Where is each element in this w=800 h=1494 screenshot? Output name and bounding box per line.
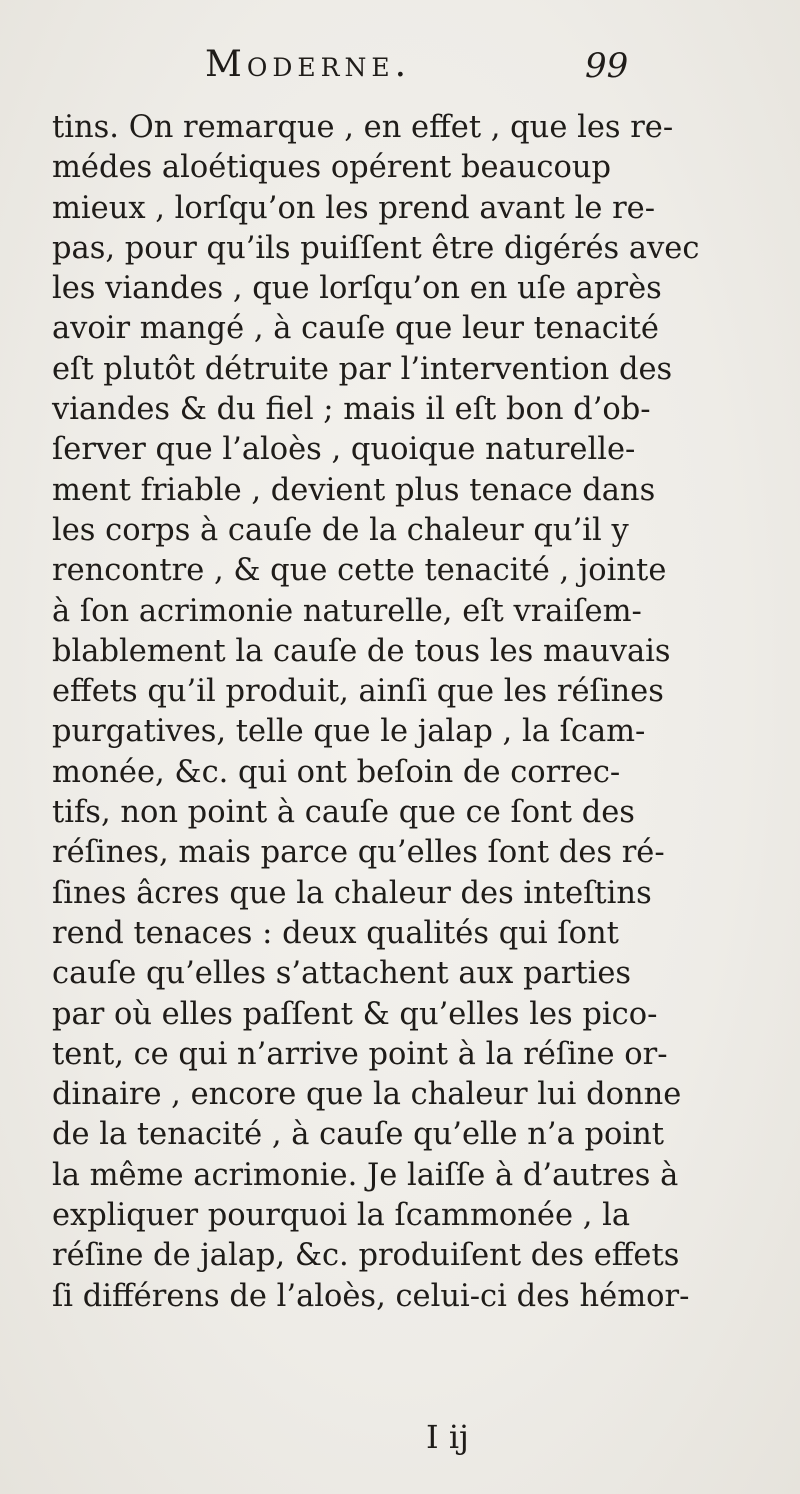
page-number: 99	[585, 46, 629, 86]
text-line: réſine de jalap, &c. produiſent des effets	[52, 1238, 680, 1274]
text-line: rend tenaces : deux qualités qui ſont	[52, 915, 619, 951]
text-line: par où elles paſſent & qu’elles les pico-	[52, 996, 658, 1032]
text-line: les viandes , que lorſqu’on en uſe après	[52, 271, 662, 307]
text-line: avoir mangé , à cauſe que leur tenacité	[52, 311, 659, 347]
text-line: tent, ce qui n’arrive point à la réſine or-	[52, 1036, 668, 1072]
text-line: tifs, non point à cauſe que ce ſont des	[52, 795, 635, 831]
text-line: eſt plutôt détruite par l’intervention des	[52, 351, 673, 387]
text-line: ment friable , devient plus tenace dans	[52, 472, 656, 508]
text-line: pas, pour qu’ils puiſſent être digérés avec	[52, 230, 700, 266]
body-text	[52, 108, 772, 1317]
text-line: la même acrimonie. Je laiſſe à d’autres à	[52, 1157, 679, 1193]
text-line: ſi différens de l’aloès, celui-ci des hémor-	[52, 1278, 690, 1314]
text-line: mieux , lorſqu’on les prend avant le re-	[52, 190, 656, 226]
signature-mark: I ij	[426, 1418, 469, 1456]
text-line: médes aloétiques opérent beaucoup	[52, 150, 611, 186]
text-line: expliquer pourquoi la ſcammonée , la	[52, 1198, 631, 1234]
text-line: les corps à cauſe de la chaleur qu’il y	[52, 512, 629, 548]
text-line: purgatives, telle que le jalap , la ſcam-	[52, 714, 646, 750]
page-header	[205, 44, 665, 94]
text-line: tins. On remarque , en effet , que les re-	[52, 110, 674, 145]
running-head: Moderne.	[205, 44, 412, 85]
text-line: réſines, mais parce qu’elles ſont des ré-	[52, 835, 665, 871]
text-line: blablement la cauſe de tous les mauvais	[52, 633, 671, 669]
text-line: dinaire , encore que la chaleur lui donne	[52, 1077, 682, 1113]
text-line: à ſon acrimonie naturelle, eſt vraiſem-	[52, 593, 642, 629]
text-line: effets qu’il produit, ainſi que les réſines	[52, 674, 664, 710]
text-line: de la tenacité , à cauſe qu’elle n’a point	[52, 1117, 665, 1153]
text-line: ſines âcres que la chaleur des inteſtins	[52, 875, 652, 911]
text-line: ſerver que l’aloès , quoique naturelle-	[52, 432, 636, 468]
text-line: monée, &c. qui ont beſoin de correc-	[52, 754, 621, 790]
text-line: rencontre , & que cette tenacité , jointe	[52, 553, 667, 589]
text-line: viandes & du fiel ; mais il eſt bon d’ob-	[52, 392, 651, 428]
text-line: cauſe qu’elles s’attachent aux parties	[52, 956, 632, 992]
